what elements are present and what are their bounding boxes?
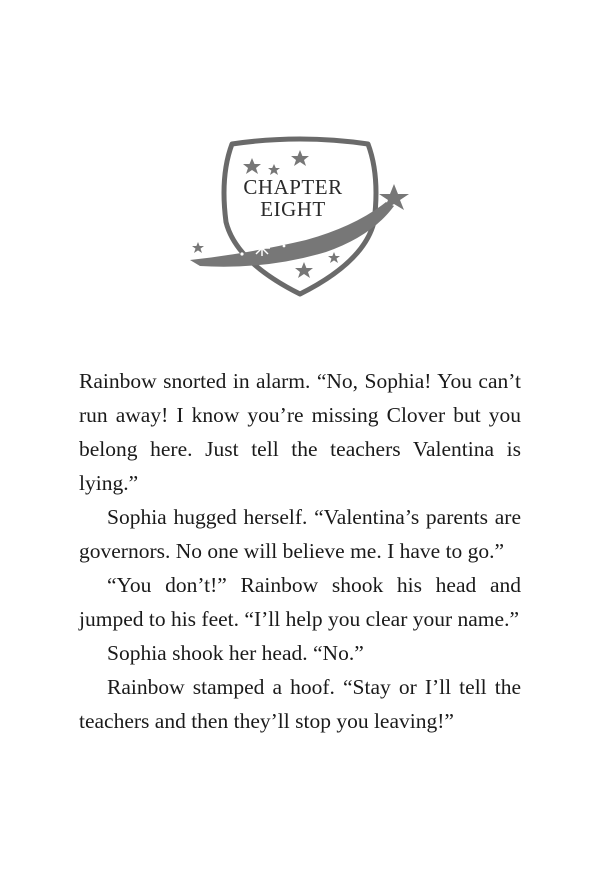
paragraph: Rainbow snorted in alarm. “No, Sophia! You can’t run away! I know you’re missing Clover but you belong here. Just tell the teachers Valentina is lying.” [79, 369, 521, 495]
star-icon [192, 242, 204, 253]
chapter-heading-line2: EIGHT [260, 197, 326, 221]
paragraph: Sophia shook her head. “No.” [107, 641, 364, 665]
paragraph: “You don’t!” Rainbow shook his head and jumped to his feet. “I’ll help you clear your name.” [79, 573, 521, 631]
chapter-heading-line1: CHAPTER [243, 175, 343, 199]
story-text [79, 364, 521, 738]
paragraph: Sophia hugged herself. “Valentina’s parents are governors. No one will believe me. I have to go.” [79, 505, 521, 563]
sparkle-icon [254, 240, 270, 256]
chapter-heading [238, 176, 348, 220]
sparkle-icon [220, 242, 232, 254]
paragraph: Rainbow stamped a hoof. “Stay or I’ll tell the teachers and then they’ll stop you leaving!” [79, 675, 521, 733]
